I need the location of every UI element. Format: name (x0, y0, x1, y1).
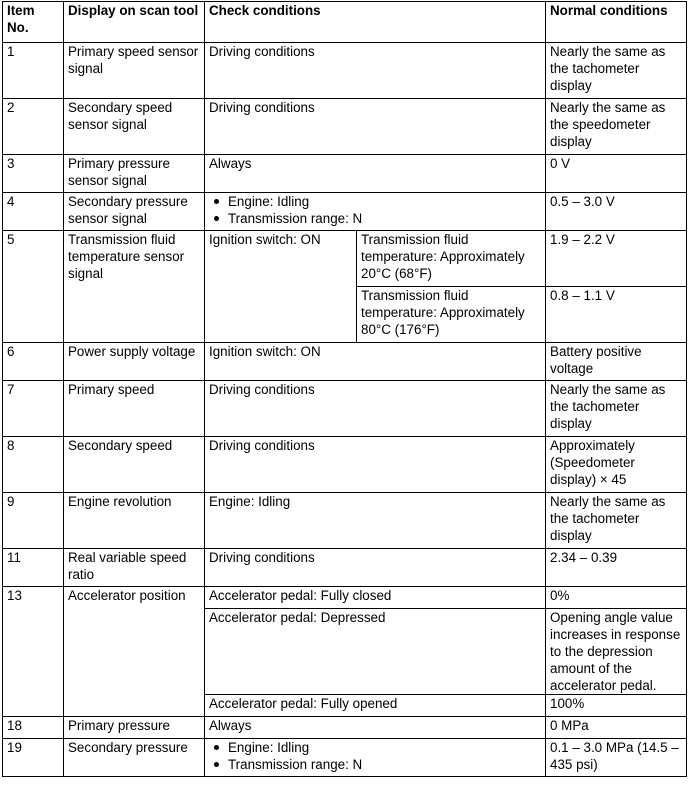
normal-cell: Nearly the same as the tachometer display (546, 381, 687, 437)
table-row (3, 493, 687, 549)
table-row (3, 155, 687, 193)
check-cell: Driving conditions (205, 99, 546, 155)
display-cell: Primary pressure sensor signal (64, 155, 205, 193)
normal-cell: 0 MPa (546, 717, 687, 739)
normal-cell: 100% (546, 695, 687, 717)
normal-cell: Opening angle value increases in response to the depression amount of the accelerator pedal. (546, 609, 687, 695)
item-no-cell: 11 (3, 549, 64, 587)
display-cell: Engine revolution (64, 493, 205, 549)
table-row (3, 549, 687, 587)
display-cell: Accelerator position (64, 587, 205, 717)
check-condition-list (209, 193, 541, 227)
table-row (3, 43, 687, 99)
table-row (3, 99, 687, 155)
check-cell (205, 739, 546, 777)
check-cell: Driving conditions (205, 43, 546, 99)
normal-cell: 0% (546, 587, 687, 609)
display-cell: Primary speed (64, 381, 205, 437)
normal-cell: Nearly the same as the speedometer display (546, 99, 687, 155)
check-cell: Accelerator pedal: Depressed (205, 609, 546, 695)
check-cell: Always (205, 155, 546, 193)
check-cell: Engine: Idling (205, 493, 546, 549)
header-item-no: Item No. (3, 2, 64, 43)
check-cell: Ignition switch: ON (205, 231, 357, 343)
normal-cell: Nearly the same as the tachometer display (546, 43, 687, 99)
item-no-cell: 19 (3, 739, 64, 777)
item-no-cell: 9 (3, 493, 64, 549)
normal-cell: 1.9 – 2.2 V (546, 231, 687, 287)
list-item: Transmission range: N (209, 210, 541, 227)
item-no-cell: 8 (3, 437, 64, 493)
normal-cell: 0.8 – 1.1 V (546, 287, 687, 343)
item-no-cell: 4 (3, 193, 64, 231)
check-cell: Driving conditions (205, 437, 546, 493)
list-item: Engine: Idling (209, 193, 541, 210)
normal-cell: Battery positive voltage (546, 343, 687, 381)
normal-cell: 2.34 – 0.39 (546, 549, 687, 587)
table-row (3, 739, 687, 777)
check-cell (205, 193, 546, 231)
normal-cell: 0.1 – 3.0 MPa (14.5 – 435 psi) (546, 739, 687, 777)
normal-cell: Nearly the same as the tachometer display (546, 493, 687, 549)
check-condition-list (209, 739, 541, 773)
normal-cell: 0 V (546, 155, 687, 193)
display-cell: Real variable speed ratio (64, 549, 205, 587)
check-cell: Always (205, 717, 546, 739)
header-normal-conditions: Normal conditions (546, 2, 687, 43)
item-no-cell: 2 (3, 99, 64, 155)
item-no-cell: 3 (3, 155, 64, 193)
scan-tool-data-table (2, 1, 687, 777)
table-row (3, 193, 687, 231)
table-row (3, 381, 687, 437)
check-cell: Driving conditions (205, 549, 546, 587)
check-cell: Driving conditions (205, 381, 546, 437)
table-header-row (3, 2, 687, 43)
table-row (3, 717, 687, 739)
check-cell: Accelerator pedal: Fully closed (205, 587, 546, 609)
table-row (3, 343, 687, 381)
list-item: Transmission range: N (209, 756, 541, 773)
display-cell: Secondary pressure (64, 739, 205, 777)
display-cell: Primary pressure (64, 717, 205, 739)
sub-condition-cell: Transmission fluid temperature: Approximately 80°C (176°F) (357, 287, 546, 343)
display-cell: Primary speed sensor signal (64, 43, 205, 99)
display-cell: Secondary speed (64, 437, 205, 493)
table-row (3, 231, 687, 287)
item-no-cell: 5 (3, 231, 64, 343)
item-no-cell: 18 (3, 717, 64, 739)
item-no-cell: 13 (3, 587, 64, 717)
sub-condition-cell: Transmission fluid temperature: Approximately 20°C (68°F) (357, 231, 546, 287)
item-no-cell: 1 (3, 43, 64, 99)
normal-cell: 0.5 – 3.0 V (546, 193, 687, 231)
check-cell: Ignition switch: ON (205, 343, 546, 381)
item-no-cell: 6 (3, 343, 64, 381)
list-item: Engine: Idling (209, 739, 541, 756)
display-cell: Secondary speed sensor signal (64, 99, 205, 155)
header-display: Display on scan tool (64, 2, 205, 43)
check-cell: Accelerator pedal: Fully opened (205, 695, 546, 717)
display-cell: Power supply voltage (64, 343, 205, 381)
display-cell: Secondary pressure sensor signal (64, 193, 205, 231)
display-cell: Transmission fluid temperature sensor signal (64, 231, 205, 343)
header-check-conditions: Check conditions (205, 2, 546, 43)
item-no-cell: 7 (3, 381, 64, 437)
table-row (3, 587, 687, 609)
table-row (3, 437, 687, 493)
normal-cell: Approximately (Speedometer display) × 45 (546, 437, 687, 493)
